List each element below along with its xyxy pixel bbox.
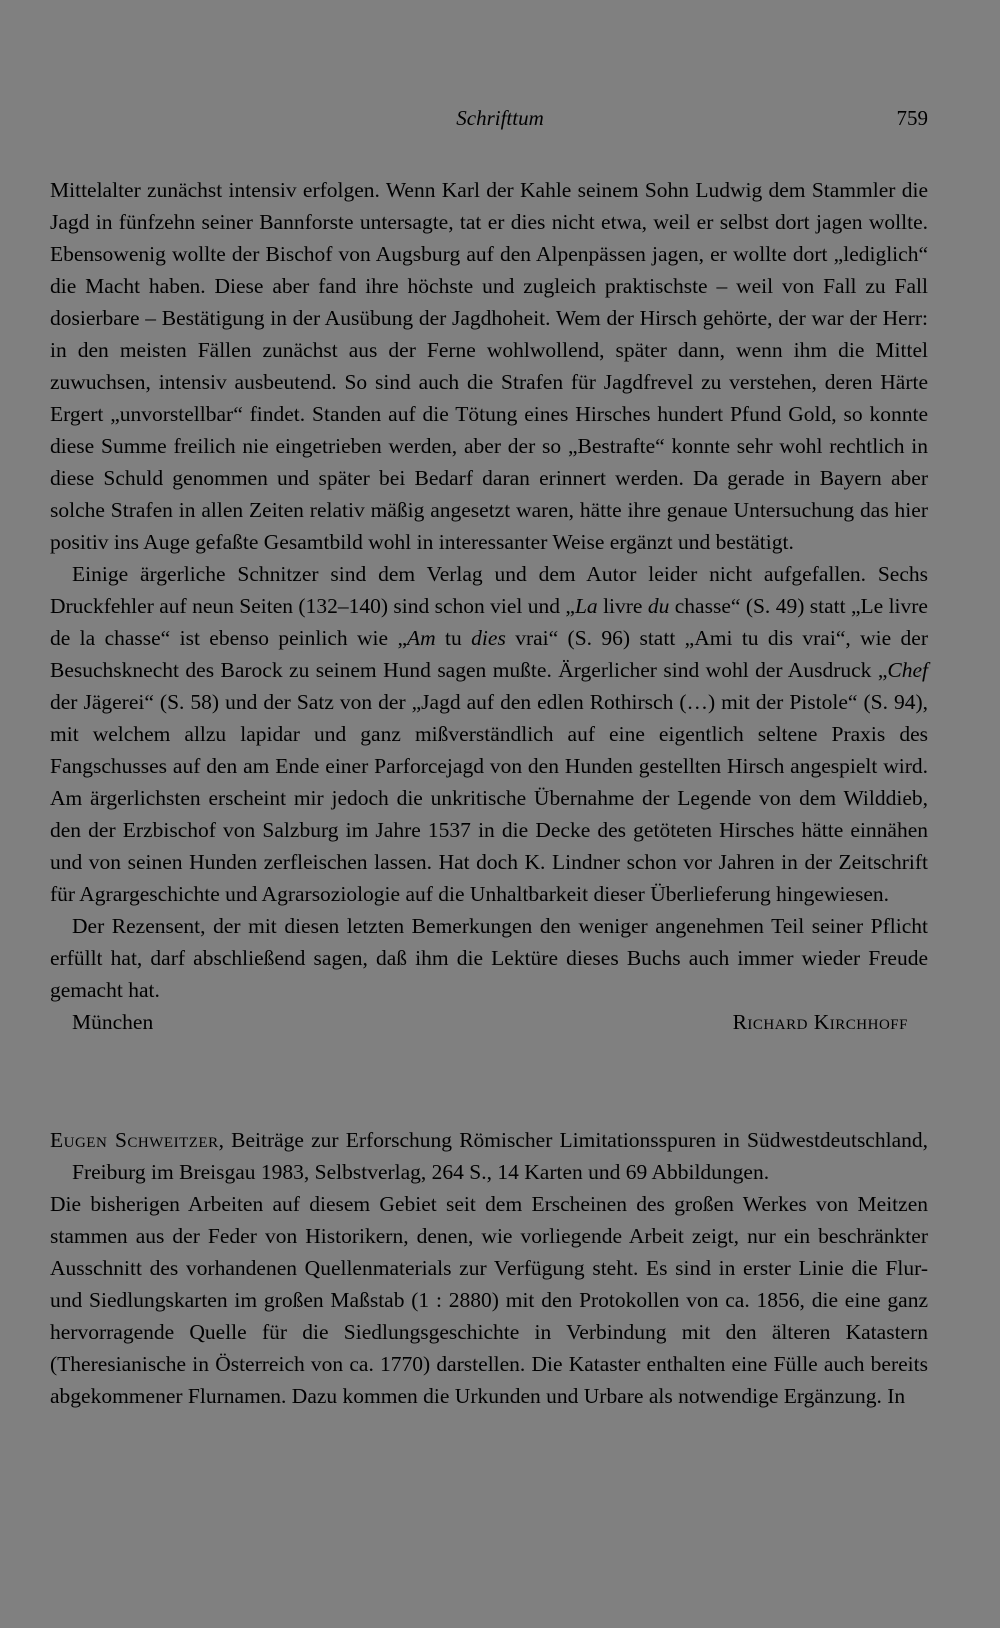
italic-run: Chef: [887, 658, 928, 682]
body-text: [50, 174, 928, 1412]
bibliographic-entry: [50, 1124, 928, 1188]
italic-run: dies: [471, 626, 506, 650]
review1-paragraph-1: Mittelalter zunächst intensiv erfolgen. Wenn Karl der Kahle seinem Sohn Ludwig dem Stammler die Jagd in fünfzehn seiner Bannforste untersagte, tat er dies nicht etwa, weil er selbst dort jagen wollte. Ebensowenig wollte der Bischof von Augsburg auf den Alpenpässen jagen, er wollte dort „lediglich“ die Macht haben. Diese aber fand ihre höchste und zugleich praktischste – weil von Fall zu Fall dosierbare – Bestätigung in der Ausübung der Jagdhoheit. Wem der Hirsch gehörte, der war der Herr: in den meisten Fällen zunächst aus der Ferne wohlwollend, später dann, wenn ihm die Mittel zuwuchsen, intensiv ausbeutend. So sind auch die Strafen für Jagdfrevel zu verstehen, deren Härte Ergert „unvorstellbar“ findet. Standen auf die Tötung eines Hirsches hundert Pfund Gold, so konnte diese Summe freilich nie eingetrieben werden, aber der so „Bestrafte“ konnte sehr wohl rechtlich in diese Schuld genommen und später bei Bedarf daran erinnert werden. Da gerade in Bayern aber solche Strafen in allen Zeiten relativ mäßig angesetzt waren, hätte ihre genaue Untersuchung das hier positiv ins Auge gefaßte Gesamtbild wohl in interessanter Weise ergänzt und bestätigt.: [50, 178, 928, 554]
italic-run: La: [574, 594, 598, 618]
review1-paragraph-3: Der Rezensent, der mit diesen letzten Bemerkungen den weniger angenehmen Teil seiner Pflicht erfüllt hat, darf abschließend sagen, daß ihm die Lektüre dieses Buchs auch immer wieder Freude gemacht hat.: [50, 914, 928, 1002]
text-run: vrai“ (S. 96) statt „Ami tu dis vrai“, wie der Besuchsknecht des Barock zu seinem Hund sagen mußte. Ärgerlicher sind wohl der Ausdruck „: [50, 626, 928, 682]
text-run: livre: [597, 594, 648, 618]
text-run: chasse“ (S. 49) statt „Le livre de la chasse“ ist ebenso peinlich wie „: [50, 594, 928, 650]
text-run: der Jägerei“ (S. 58) und der Satz von der „Jagd auf den edlen Rothirsch (…) mit der Pistole“ (S. 94), mit welchem allzu lapidar und ganz mißverständlich auf eine eigentlich seltene Praxis des Fangschusses auf den am Ende einer Parforcejagd von den Hunden gestellten Hirsch angespielt wird. Am ärgerlichsten erscheint mir jedoch die unkritische Übernahme der Legende von dem Wilddieb, den der Erzbischof von Salzburg im Jahre 1537 in die Decke des getöteten Hirsches hätte einnähen und von seinen Hunden zerfleischen lassen. Hat doch K. Lindner schon vor Jahren in der Zeitschrift für Agrargeschichte und Agrarsoziologie auf die Unhaltbarkeit dieser Überlieferung hingewiesen.: [50, 690, 928, 906]
text-run: Einige ärgerliche Schnitzer sind dem Verlag und dem Autor leider nicht aufgefallen. Sechs Druckfehler auf neun Seiten (132–140) sind schon viel und „: [50, 562, 928, 618]
review2-paragraph-1: Die bisherigen Arbeiten auf diesem Gebiet seit dem Erscheinen des großen Werkes von Meitzen stammen aus der Feder von Historikern, denen, wie vorliegende Arbeit zeigt, nur ein beschränkter Ausschnitt des vorhandenen Quellenmaterials zur Verfügung steht. Es sind in erster Linie die Flur- und Siedlungskarten im großen Maßstab (1 : 2880) mit den Protokollen von ca. 1856, die eine ganz hervorragende Quelle für die Siedlungsgeschichte in Verbindung mit den älteren Katastern (Theresianische in Österreich von ca. 1770) darstellen. Die Kataster enthalten eine Fülle auch bereits abgekommener Flurnamen. Dazu kommen die Urkunden und Urbare als notwendige Ergänzung. In: [50, 1192, 928, 1408]
book-author: Eugen Schweitzer: [50, 1128, 219, 1152]
reviewer-name: Richard Kirchhoff: [732, 1010, 908, 1034]
section-gap: [50, 1038, 928, 1124]
italic-run: du: [647, 594, 670, 618]
italic-run: Am: [407, 626, 436, 650]
running-title: Schrifttum: [456, 106, 544, 130]
running-head: [0, 106, 1000, 136]
signature-place: München: [72, 1010, 154, 1034]
review1-paragraph-2: [50, 558, 928, 910]
book-citation: , Beiträge zur Erforschung Römischer Limitationsspuren in Südwestdeutschland, Freiburg im Breisgau 1983, Selbstverlag, 264 S., 14 Karten und 69 Abbildungen.: [72, 1128, 928, 1184]
text-run: tu: [435, 626, 472, 650]
review-signature: [50, 1006, 928, 1038]
page-number: 759: [896, 106, 928, 130]
